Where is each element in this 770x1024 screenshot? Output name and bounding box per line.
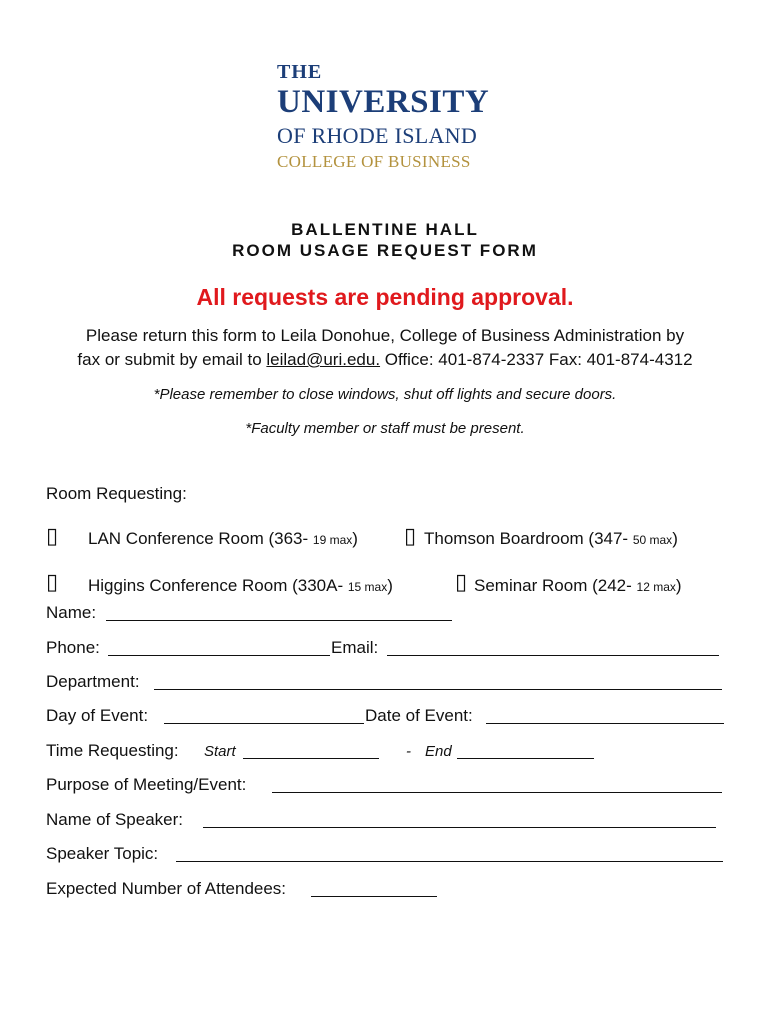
room-option-seminar — [474, 576, 682, 596]
room-name: Thomson Boardroom (347- — [424, 529, 629, 548]
start-label: Start — [204, 743, 236, 760]
room-capacity: 50 max — [632, 533, 673, 547]
speaker-name-input-line[interactable] — [203, 827, 716, 828]
supervision-note: *Faculty member or staff must be present. — [245, 420, 525, 437]
pending-approval-notice: All requests are pending approval. — [196, 284, 574, 310]
phone-label: Phone: — [46, 638, 100, 657]
room-capacity: 15 max — [347, 580, 388, 594]
day-of-event-input-line[interactable] — [164, 723, 364, 724]
room-name: LAN Conference Room (363- — [88, 529, 309, 548]
date-of-event-label: Date of Event: — [365, 706, 473, 725]
room-capacity: 12 max — [636, 580, 676, 594]
checkbox-lan-conference-room[interactable] — [46, 524, 58, 549]
department-label: Department: — [46, 672, 140, 691]
room-close: ) — [387, 576, 393, 595]
room-option-thomson — [424, 529, 678, 549]
time-requesting-label: Time Requesting: — [46, 741, 179, 760]
time-dash: - — [406, 743, 411, 760]
safety-note: *Please remember to close windows, shut off lights and secure doors. — [153, 386, 617, 403]
attendees-input-line[interactable] — [311, 896, 437, 897]
room-name: Higgins Conference Room (330A- — [88, 576, 344, 595]
room-name: Seminar Room (242- — [474, 576, 632, 595]
logo-line-university: UNIVERSITY — [277, 84, 490, 120]
checkbox-icon: ▯ — [46, 570, 59, 595]
end-label: End — [425, 743, 452, 760]
speaker-topic-label: Speaker Topic: — [46, 844, 159, 863]
checkbox-seminar-room[interactable] — [455, 570, 467, 595]
checkbox-icon: ▯ — [46, 524, 59, 549]
checkbox-thomson-boardroom[interactable] — [404, 524, 416, 549]
logo-line-the: THE — [277, 61, 323, 83]
room-option-lan — [88, 529, 358, 549]
speaker-name-label: Name of Speaker: — [46, 810, 184, 829]
email-input-line[interactable] — [387, 655, 719, 656]
name-label: Name: — [46, 603, 97, 622]
instructions-prefix: fax or submit by email to — [77, 350, 267, 369]
purpose-input-line[interactable] — [272, 792, 722, 793]
room-requesting-label: Room Requesting: — [46, 484, 187, 503]
checkbox-icon: ▯ — [404, 524, 417, 549]
logo-line-college: COLLEGE OF BUSINESS — [277, 152, 471, 171]
day-of-event-label: Day of Event: — [46, 706, 149, 725]
checkbox-higgins-conference-room[interactable] — [46, 570, 58, 595]
end-time-input-line[interactable] — [457, 758, 594, 759]
logo-line-rhode-island: OF RHODE ISLAND — [277, 123, 478, 148]
date-of-event-input-line[interactable] — [486, 723, 724, 724]
department-input-line[interactable] — [154, 689, 722, 690]
room-close: ) — [675, 576, 682, 595]
instructions-line-1: Please return this form to Leila Donohue, College of Business Administration by — [85, 326, 685, 345]
instructions-suffix: Office: 401-874-2337 Fax: 401-874-4312 — [380, 350, 693, 369]
name-input-line[interactable] — [106, 620, 452, 621]
checkbox-icon: ▯ — [455, 570, 468, 595]
room-option-higgins — [88, 576, 393, 596]
form-title-building: BALLENTINE HALL — [291, 220, 479, 239]
phone-input-line[interactable] — [108, 655, 330, 656]
room-capacity: 19 max — [312, 533, 353, 547]
speaker-topic-input-line[interactable] — [176, 861, 723, 862]
start-time-input-line[interactable] — [243, 758, 379, 759]
contact-email-link[interactable]: leilad@uri.edu. — [266, 350, 381, 369]
purpose-label: Purpose of Meeting/Event: — [46, 775, 247, 794]
instructions-line-2 — [0, 350, 770, 370]
room-close: ) — [672, 529, 678, 548]
attendees-label: Expected Number of Attendees: — [46, 879, 287, 898]
email-label: Email: — [331, 638, 379, 657]
university-logo — [277, 62, 507, 170]
room-close: ) — [352, 529, 358, 548]
form-title-name: ROOM USAGE REQUEST FORM — [232, 241, 538, 260]
